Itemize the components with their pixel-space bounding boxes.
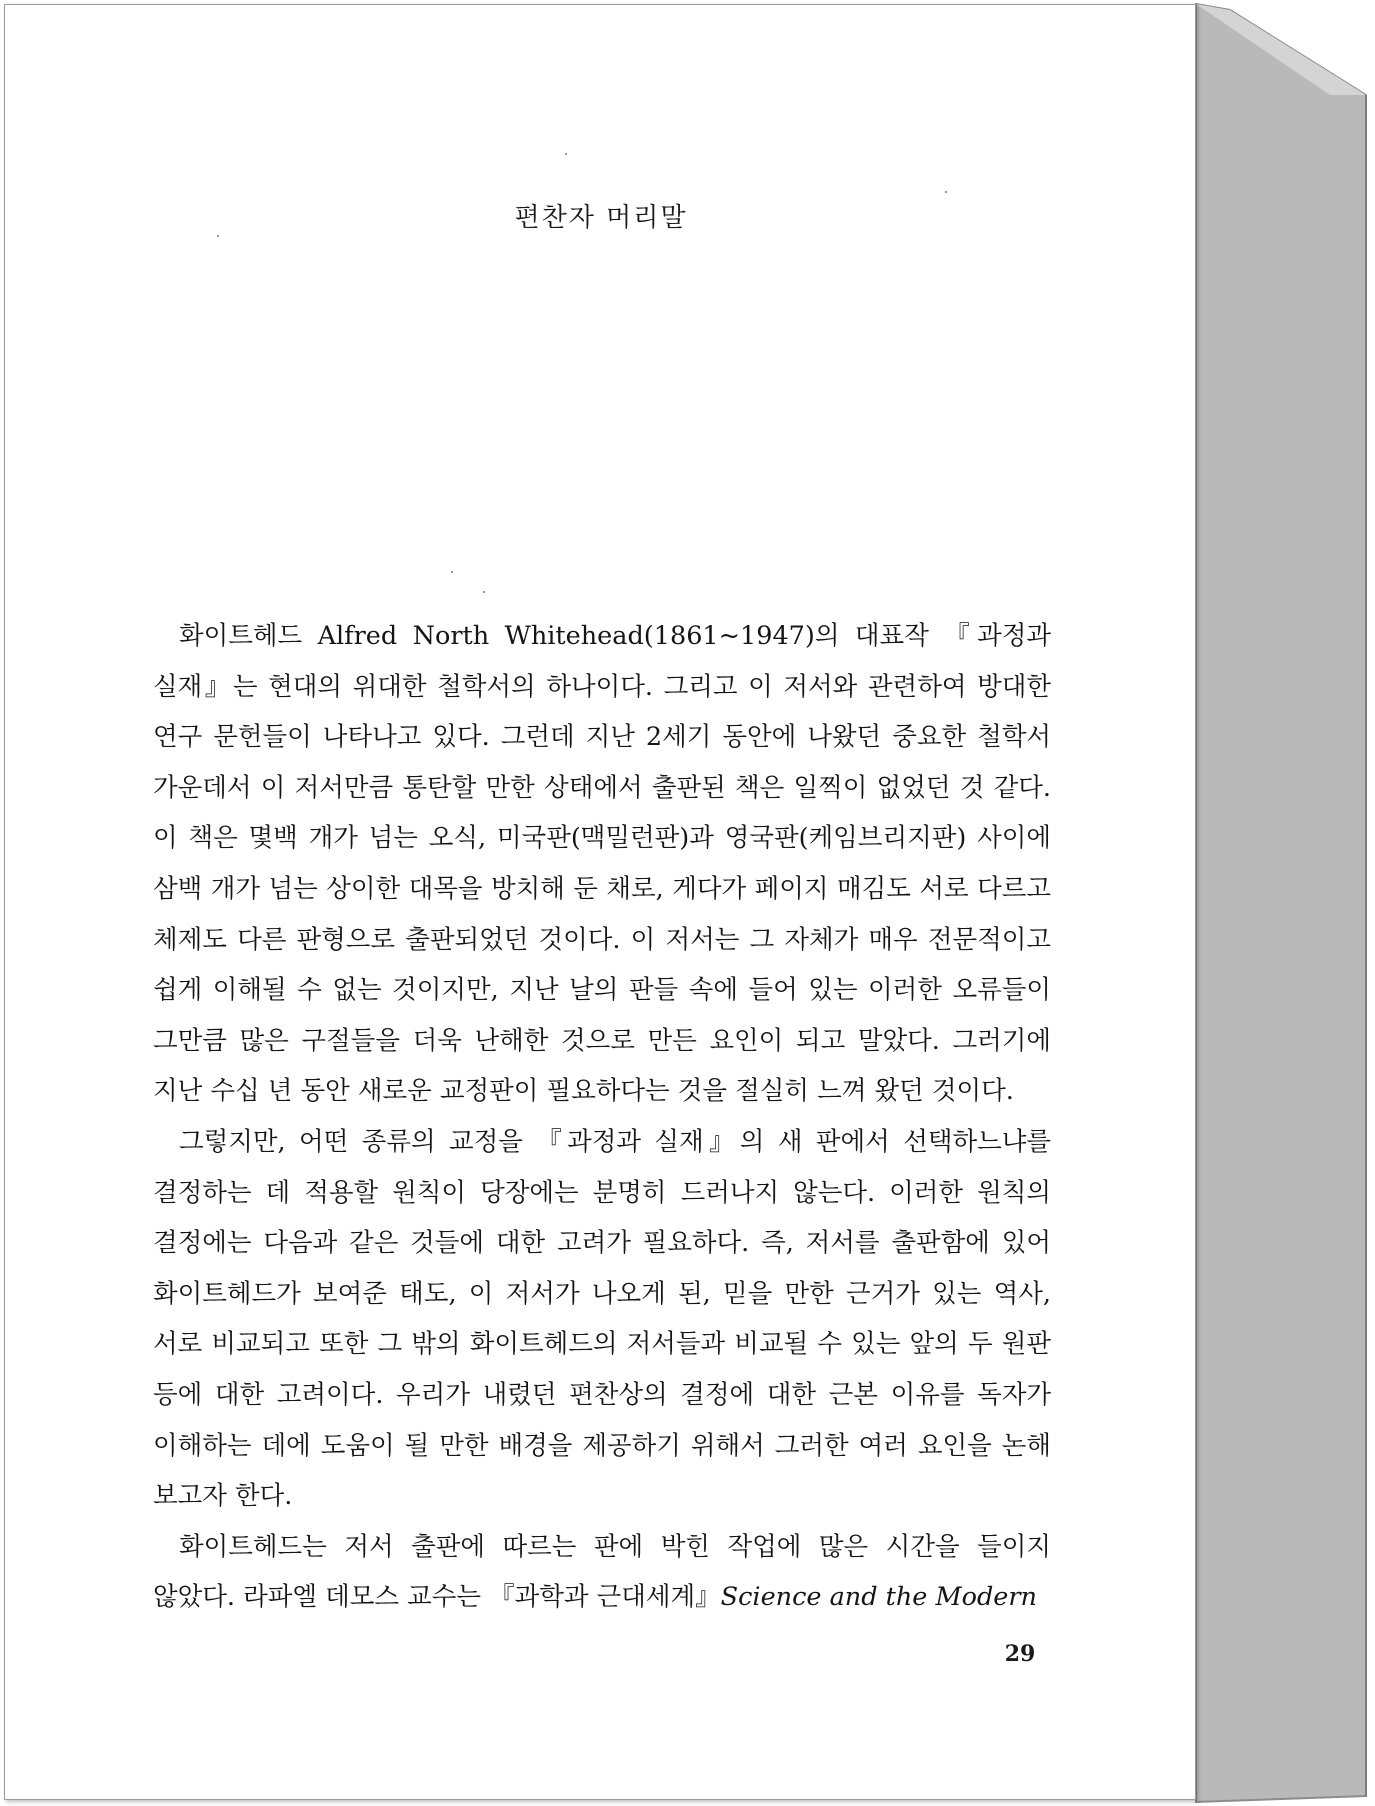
book-page xyxy=(4,4,1196,1800)
page-number: 29 xyxy=(1004,1641,1036,1667)
print-speck xyxy=(565,153,567,155)
print-speck xyxy=(483,591,485,593)
page-title: 편찬자 머리말 xyxy=(514,203,688,233)
print-speck xyxy=(945,191,947,193)
book-title-italic: Science and the Modern xyxy=(720,1582,1037,1613)
paragraph: 화이트헤드 Alfred North Whitehead(1861~1947)의 대표작 『과정과 실재』는 현대의 위대한 철학서의 하나이다. 그리고 이 저서와 관련하여 방대한 연구 문헌들이 나타나고 있다. 그런데 지난 2세기 동안에 나왔던 중요한 철학서 가운데서 이 저서만큼 통탄할 만한 상태에서 출판된 책은 일찍이 없었던 것 같다. 이 책은 몇백 개가 넘는 오식, 미국판(맥밀런판)과 영국판(케임브리지판) 사이에 삼백 개가 넘는 상이한 대목을 방치해 둔 채로, 게다가 페이지 매김도 서로 다르고 체제도 다른 판형으로 출판되었던 것이다. 이 저서는 그 자체가 매우 전문적이고 쉽게 이해될 수 없는 것이지만, 지난 날의 판들 속에 들어 있는 이러한 오류들이 그만큼 많은 구절들을 더욱 난해한 것으로 만든 요인이 되고 말았다. 그러기에 지난 수십 년 동안 새로운 교정판이 필요하다는 것을 절실히 느껴 왔던 것이다. xyxy=(153,621,1051,1107)
print-speck xyxy=(217,235,219,237)
print-speck xyxy=(451,571,453,573)
body-text xyxy=(153,611,1051,1623)
paragraph-text: 화이트헤드는 저서 출판에 따르는 판에 박힌 작업에 많은 시간을 들이지 않았다. 라파엘 데모스 교수는 『과학과 근대세계』 xyxy=(153,1531,1051,1613)
paragraph xyxy=(153,1522,1051,1623)
paragraph: 그렇지만, 어떤 종류의 교정을 『과정과 실재』의 새 판에서 선택하느냐를 결정하는 데 적용할 원칙이 당장에는 분명히 드러나지 않는다. 이러한 원칙의 결정에는 다음과 같은 것들에 대한 고려가 필요하다. 즉, 저서를 출판함에 있어 화이트헤드가 보여준 태도, 이 저서가 나오게 된, 믿을 만한 근거가 있는 역사, 서로 비교되고 또한 그 밖의 화이트헤드의 저서들과 비교될 수 있는 앞의 두 원판 등에 대한 고려이다. 우리가 내렸던 편찬상의 결정에 대한 근본 이유를 독자가 이해하는 데에 도움이 될 만한 배경을 제공하기 위해서 그러한 여러 요인을 논해 보고자 한다. xyxy=(153,1126,1051,1512)
